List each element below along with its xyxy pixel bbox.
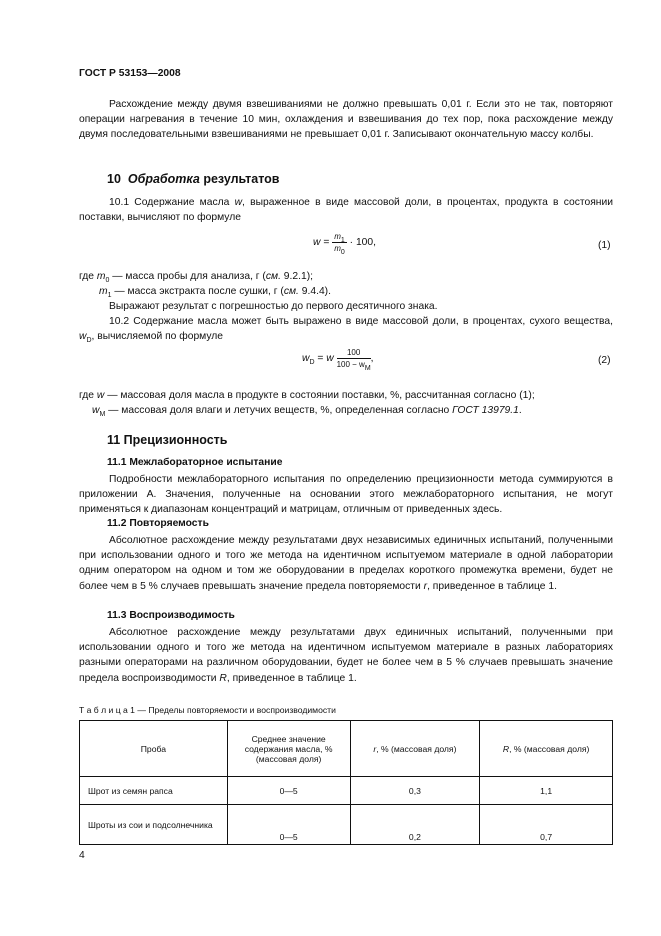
clause-10-1 [79, 195, 613, 225]
definition-text: — массовая доля масла в продукте в состоянии поставки, %, рассчитанная согласно (1); [104, 390, 535, 401]
table-row [80, 805, 613, 845]
clause-text: , выраженное в виде массовой доли, в процентах, продукта в состоянии поставки, вычисляют по формуле [79, 197, 613, 224]
definition-m0 [79, 269, 613, 284]
table-header-row [80, 721, 613, 777]
formula-fraction [336, 348, 371, 372]
definition-w [79, 388, 613, 403]
paragraph-text: , приведенное в таблице 1. [226, 672, 357, 684]
variable-sub: D [86, 337, 92, 345]
section-title-italic: Обработка [127, 172, 200, 186]
numerator-sub: 1 [340, 237, 345, 244]
formula-fraction [332, 232, 347, 256]
page-number: 4 [79, 850, 85, 861]
formula-2-label: (2) [598, 355, 611, 366]
variable-r: r [423, 580, 428, 592]
variable-sub: 0 [105, 277, 110, 284]
ref-see: см. [265, 271, 281, 282]
header-var: r [373, 743, 377, 754]
subsection-11-3-heading: 11.3 Воспроизводимость [107, 610, 235, 621]
definition-wm [92, 403, 613, 418]
cell-sample: Шроты из сои и подсолнечника [80, 805, 228, 845]
header-sample: Проба [80, 721, 228, 777]
formula-lhs: w [302, 353, 310, 365]
section-title-rest: результатов [203, 172, 280, 186]
numerator: 100 [337, 348, 371, 359]
paragraph-text: Абсолютное расхождение между результатами двух единичных испытаний, полученными при использовании одного и того же метода на идентичном испытуемом материале в разных лабораториях разными операторами на различном оборудовании, будет не более чем в 5 % случаев превышать значение предела воспроизводимости [79, 627, 613, 684]
denominator: 100 − w [336, 360, 365, 369]
header-reproducibility [480, 721, 613, 777]
variable-w: w [96, 390, 105, 401]
clause-text: 10.1 Содержание масла [109, 197, 235, 208]
denominator-sub: 0 [340, 249, 345, 256]
variable-sub: M [99, 411, 106, 418]
standard-reference: ГОСТ 13979.1 [452, 405, 519, 416]
subsection-11-1-text: Подробности межлабораторного испытания по определению прецизионности метода суммируются в приложении А. Значения, полученные на основании этого межлабораторного испытания, не могут применяться к диапазонам концентраций и матрицам, отличным от приведенных здесь. [79, 474, 613, 516]
header-var: R [502, 743, 510, 754]
variable-sub: 1 [107, 292, 112, 299]
formula-equals: = [317, 353, 324, 365]
header-repeatability [350, 721, 480, 777]
intro-paragraph: Расхождение между двумя взвешиваниями не должно превышать 0,01 г. Если это не так, повторяют операции нагревания в течение 10 мин, охлаждения и взвешивания до тех пор, пока расхождение между двумя последовательными взвешиваниями не превышает 0,01 г. Записывают окончательную массу колбы. [79, 99, 613, 141]
cell-sample: Шрот из семян рапса [80, 777, 228, 805]
variable-w: w [79, 331, 87, 343]
where-word: где [79, 271, 95, 282]
table-caption: Т а б л и ц а 1 — Пределы повторяемости и воспроизводимости [79, 705, 336, 715]
rounding-note: Выражают результат с погрешностью до первого десятичного знака. [109, 301, 438, 312]
variable-m: m [96, 271, 106, 282]
section-11-heading: 11 Прецизионность [107, 433, 228, 447]
formula-1-label: (1) [598, 240, 611, 251]
ref-text: 9.2.1); [280, 271, 313, 282]
table-row [80, 777, 613, 805]
precision-table [79, 720, 613, 845]
formula-1 [313, 232, 376, 256]
formula-lhs: w [313, 237, 321, 249]
cell-r: 0,3 [350, 777, 480, 805]
cell-range: 0—5 [227, 805, 350, 845]
subsection-11-2-text [79, 533, 613, 594]
denominator-sub: M [364, 365, 371, 372]
clause-text: , вычисляемой по формуле [91, 331, 224, 343]
cell-R: 0,7 [480, 805, 613, 845]
variable-w: w [234, 197, 243, 208]
subsection-11-3-text [79, 625, 613, 686]
paragraph-text: Абсолютное расхождение между результатами двух независимых единичных испытаний, полученными при использовании одного и того же метода на идентичном испытуемом материале в одной лаборатории одним оператором на одном и том же оборудовании в пределах короткого промежутка времени, будет не более чем в 5 % случаев превышать значение предела повторяемости [79, 535, 613, 592]
variable-R: R [219, 672, 227, 684]
clause-10-2 [79, 314, 613, 344]
clause-text: 10.2 Содержание масла может быть выражено в виде массовой доли, в процентах, сухого вещества, [109, 316, 613, 327]
formula-tail: · 100, [349, 237, 376, 249]
variable-m: m [99, 286, 108, 297]
subsection-11-2-heading: 11.2 Повторяемость [107, 518, 209, 529]
formula-lhs-sub: D [309, 359, 315, 367]
formula-multiplier: w [326, 353, 334, 365]
ref-see: см. [283, 286, 299, 297]
section-10-heading [107, 172, 279, 186]
document-code: ГОСТ Р 53153—2008 [79, 68, 181, 79]
section-number: 10 [107, 172, 121, 186]
where-word: где [79, 390, 95, 401]
formula-equals: = [323, 237, 330, 249]
cell-r: 0,2 [350, 805, 480, 845]
numerator: m [334, 232, 341, 241]
definition-end: . [518, 405, 522, 416]
definition-text: — масса экстракта после сушки, г ( [111, 286, 284, 297]
formula-tail: , [370, 353, 374, 365]
definition-text: — массовая доля влаги и летучих веществ, %, определенная согласно [105, 405, 453, 416]
variable-w: w [92, 405, 100, 416]
ref-text: 9.4.4). [298, 286, 331, 297]
header-text: , % (массовая доля) [376, 743, 457, 754]
header-text: , % (массовая доля) [509, 743, 590, 754]
definition-text: — масса пробы для анализа, г ( [109, 271, 266, 282]
cell-R: 1,1 [480, 777, 613, 805]
header-mean-content: Среднее значение содержания масла, % (массовая доля) [227, 721, 350, 777]
cell-range: 0—5 [227, 777, 350, 805]
definition-m1 [99, 284, 613, 299]
paragraph-text: , приведенное в таблице 1. [427, 580, 557, 592]
denominator: m [334, 244, 341, 253]
formula-2 [302, 348, 374, 372]
subsection-11-1-heading: 11.1 Межлабораторное испытание [107, 457, 283, 468]
